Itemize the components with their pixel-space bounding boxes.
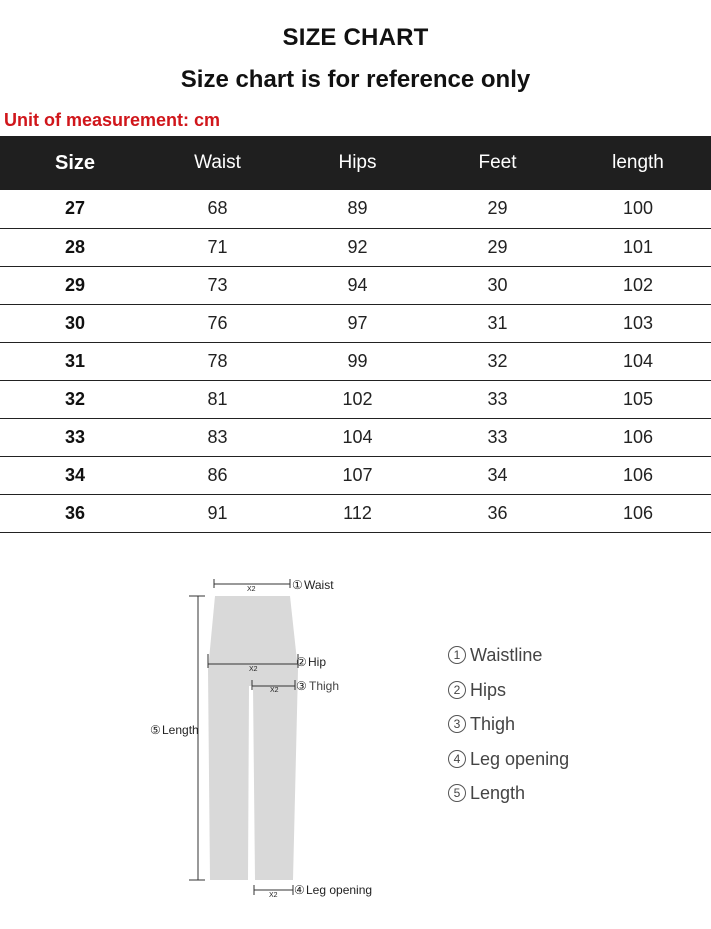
size-table	[0, 136, 711, 533]
cell-size: 31	[64, 350, 86, 371]
cell-waist: 71	[207, 236, 228, 257]
cell-size: 29	[64, 274, 86, 295]
legend-number: 5	[448, 784, 466, 802]
cell-hips: 94	[347, 274, 368, 295]
cell-length: 100	[622, 198, 654, 219]
table-row	[0, 266, 711, 304]
column-header-hips: Hips	[338, 152, 377, 173]
cell-feet: 34	[487, 464, 508, 485]
legend-label: Length	[470, 783, 526, 804]
cell-waist: 86	[207, 464, 228, 485]
cell-hips: 107	[342, 464, 373, 485]
cell-size: 27	[64, 198, 86, 219]
cell-feet: 29	[487, 198, 508, 219]
cell-waist: 83	[207, 426, 228, 447]
cell-feet: 31	[487, 312, 508, 333]
cell-size: 30	[64, 312, 86, 333]
leg-opening-number: ④	[294, 883, 305, 897]
table-row	[0, 304, 711, 342]
cell-size: 33	[64, 426, 86, 447]
header-row	[0, 136, 711, 190]
cell-size: 32	[64, 388, 86, 409]
legend-number: 3	[448, 715, 466, 733]
cell-waist: 73	[207, 274, 228, 295]
legend-label: Thigh	[470, 714, 516, 735]
hip-label: Hip	[308, 655, 327, 669]
table-row	[0, 190, 711, 228]
cell-length: 104	[622, 350, 654, 371]
cell-hips: 104	[342, 426, 373, 447]
legend-number: 1	[448, 646, 466, 664]
cell-size: 36	[64, 502, 86, 523]
cell-waist: 81	[207, 388, 228, 409]
cell-size: 28	[64, 236, 86, 257]
size-table-header	[0, 136, 711, 190]
legend-label: Leg opening	[470, 748, 570, 769]
hip-number: ②	[296, 655, 307, 669]
cell-length: 101	[622, 236, 654, 257]
waist-label: Waist	[304, 578, 334, 592]
cell-waist: 68	[207, 198, 228, 219]
column-header-waist: Waist	[194, 152, 241, 173]
legend-item	[448, 707, 569, 742]
column-header-feet: Feet	[478, 152, 517, 173]
leg-opening-label: Leg opening	[306, 883, 373, 897]
pants-silhouette	[208, 596, 298, 880]
x2-thigh: X2	[270, 687, 279, 694]
measurement-legend	[448, 638, 569, 811]
table-row	[0, 342, 711, 380]
cell-waist: 76	[207, 312, 228, 333]
unit-note: Unit of measurement: cm	[4, 110, 221, 130]
size-table-body	[0, 190, 711, 532]
pants-measurement-diagram	[140, 568, 400, 903]
cell-length: 106	[622, 464, 654, 485]
cell-feet: 33	[487, 426, 508, 447]
table-row	[0, 418, 711, 456]
column-header-size: Size	[54, 151, 96, 174]
table-row	[0, 456, 711, 494]
table-row	[0, 228, 711, 266]
thigh-number: ③	[296, 679, 307, 693]
cell-length: 102	[622, 274, 654, 295]
page-title: SIZE CHART	[282, 24, 429, 51]
table-row	[0, 494, 711, 532]
cell-feet: 30	[487, 274, 508, 295]
legend-number: 2	[448, 681, 466, 699]
x2-waist: X2	[247, 586, 256, 593]
cell-hips: 112	[343, 502, 372, 523]
cell-hips: 102	[342, 388, 373, 409]
page-subtitle: Size chart is for reference only	[180, 66, 531, 93]
cell-hips: 92	[347, 236, 368, 257]
waist-number: ①	[292, 578, 303, 592]
cell-feet: 32	[487, 350, 508, 371]
x2-hip: X2	[249, 666, 258, 673]
cell-waist: 78	[207, 350, 228, 371]
legend-item	[448, 673, 569, 708]
cell-hips: 97	[347, 312, 368, 333]
length-number: ⑤	[150, 723, 161, 737]
length-label: Length	[162, 723, 199, 737]
thigh-label: Thigh	[309, 679, 340, 693]
cell-feet: 36	[487, 502, 508, 523]
cell-feet: 33	[487, 388, 508, 409]
legend-item	[448, 638, 569, 673]
cell-hips: 99	[347, 350, 368, 371]
cell-waist: 91	[207, 502, 228, 523]
cell-length: 106	[622, 426, 654, 447]
cell-hips: 89	[347, 198, 368, 219]
cell-size: 34	[64, 464, 86, 485]
legend-item	[448, 776, 569, 811]
legend-item	[448, 742, 569, 777]
x2-leg-opening: X2	[269, 892, 278, 899]
legend-label: Hips	[470, 679, 507, 700]
legend-label: Waistline	[470, 645, 543, 666]
table-row	[0, 380, 711, 418]
legend-number: 4	[448, 750, 466, 768]
cell-length: 103	[622, 312, 654, 333]
cell-length: 106	[622, 502, 654, 523]
cell-feet: 29	[487, 236, 508, 257]
cell-length: 105	[622, 388, 654, 409]
column-header-length: length	[612, 152, 664, 173]
